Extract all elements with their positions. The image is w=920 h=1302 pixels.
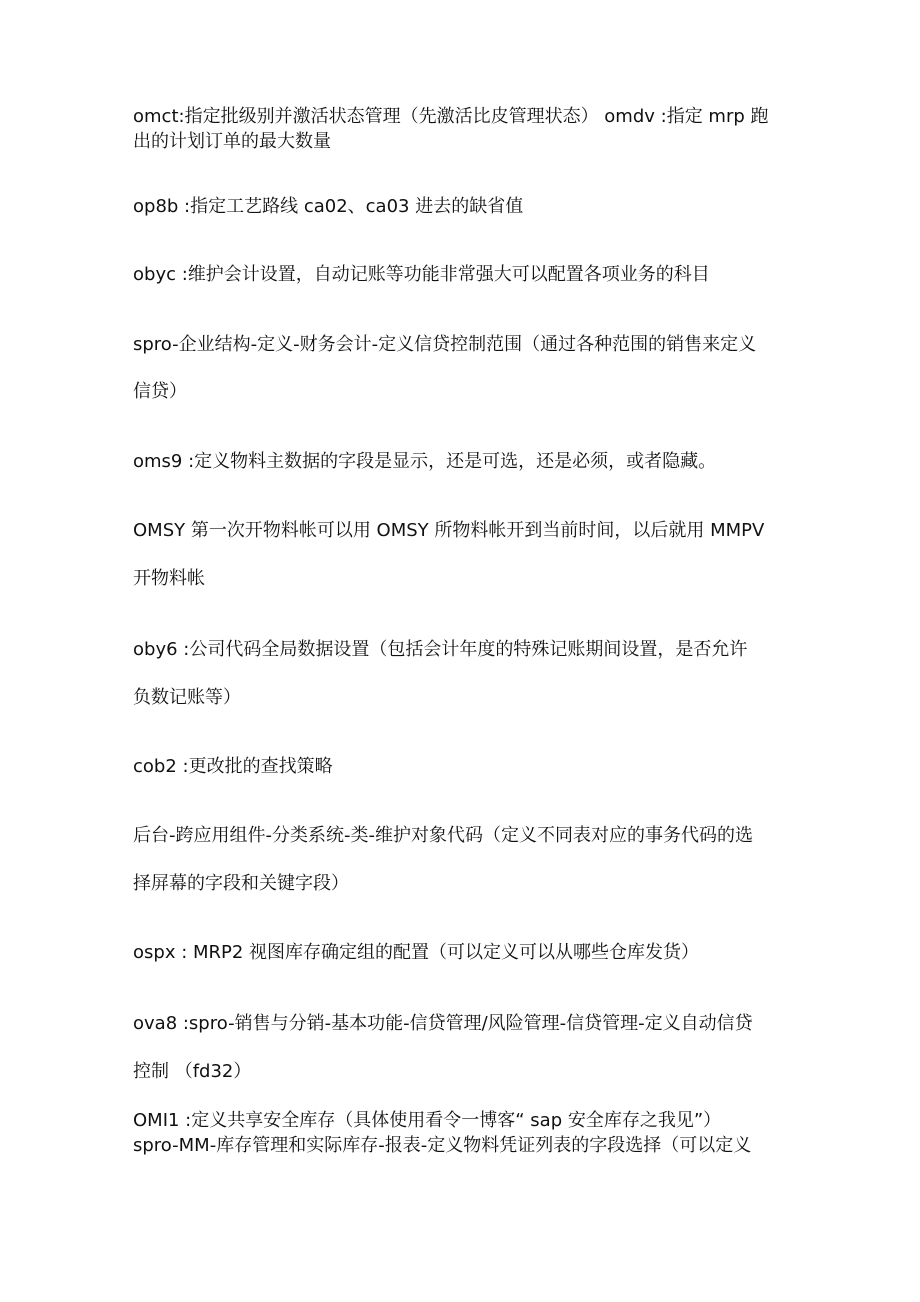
text-line: 控制 （fd32） xyxy=(133,1061,252,1082)
text-line: 负数记账等） xyxy=(133,687,241,708)
text-line: spro-企业结构-定义-财务会计-定义信贷控制范围（通过各种范围的销售来定义 xyxy=(133,334,757,355)
text-line: spro-MM-库存管理和实际库存-报表-定义物料凭证列表的字段选择（可以定义 xyxy=(133,1135,752,1156)
text-line: 出的计划订单的最大数量 xyxy=(133,131,331,152)
text-line: obyc :维护会计设置，自动记账等功能非常强大可以配置各项业务的科目 xyxy=(133,264,710,285)
text-line: 后台-跨应用组件-分类系统-类-维护对象代码（定义不同表对应的事务代码的选 xyxy=(133,825,753,846)
text-line: ospx : MRP2 视图库存确定组的配置（可以定义可以从哪些仓库发货） xyxy=(133,942,700,963)
text-line: 信贷） xyxy=(133,381,187,402)
text-line: 开物料帐 xyxy=(133,568,205,589)
text-line: OMSY 第一次开物料帐可以用 OMSY 所物料帐开到当前时间，以后就用 MMPV xyxy=(133,520,765,541)
text-line: oms9 :定义物料主数据的字段是显示，还是可选，还是必须，或者隐藏。 xyxy=(133,451,717,472)
text-line: 择屏幕的字段和关键字段） xyxy=(133,873,349,894)
text-line: ova8 :spro-销售与分销-基本功能-信贷管理/风险管理-信贷管理-定义自动信贷 xyxy=(133,1013,753,1034)
text-line: OMI1 :定义共享安全库存（具体使用看令一博客“ sap 安全库存之我见”） xyxy=(133,1110,722,1131)
text-line: omct:指定批级别并激活状态管理（先激活比皮管理状态） omdv :指定 mrp 跑 xyxy=(133,106,769,127)
text-line: op8b :指定工艺路线 ca02、ca03 进去的缺省值 xyxy=(133,196,524,217)
text-line: cob2 :更改批的查找策略 xyxy=(133,756,333,777)
text-line: oby6 :公司代码全局数据设置（包括会计年度的特殊记账期间设置，是否允许 xyxy=(133,639,748,660)
